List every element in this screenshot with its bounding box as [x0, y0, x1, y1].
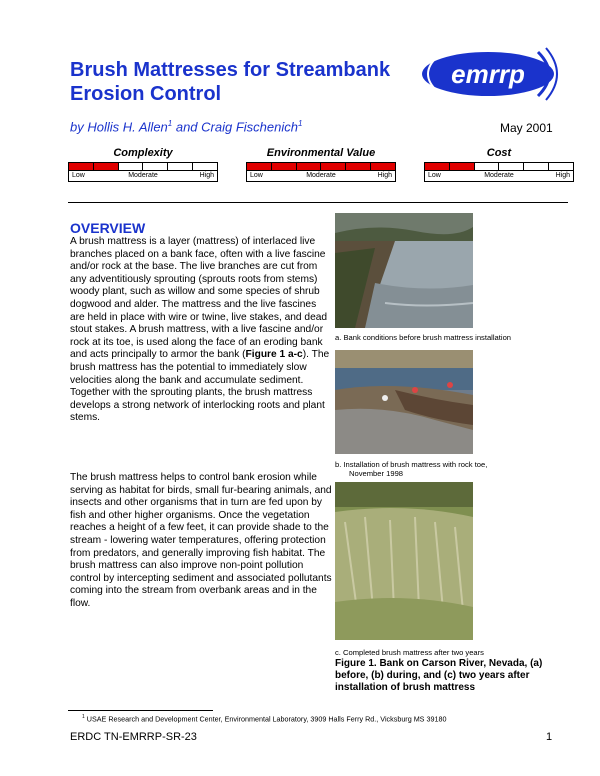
figure-reference: Figure 1 a-c [245, 349, 303, 361]
rating-scale [424, 171, 574, 182]
rating-bar [424, 162, 574, 171]
rating-bar [246, 162, 396, 171]
rating-segment [143, 163, 168, 170]
footnote [82, 714, 446, 723]
rating-segment [524, 163, 549, 170]
title-line-1: Brush Mattresses for Streambank [70, 59, 391, 81]
rating-segment [94, 163, 119, 170]
rating-complexity [68, 147, 218, 182]
rating-title: Complexity [113, 147, 173, 159]
photo-installation [335, 350, 473, 454]
rating-segment [371, 163, 395, 170]
publication-date: May 2001 [500, 121, 553, 135]
overview-paragraph-1 [70, 236, 332, 425]
rating-high: High [377, 172, 392, 179]
authors [70, 119, 302, 134]
logo-text: emrrp [451, 59, 525, 89]
overview-heading: OVERVIEW [70, 220, 146, 236]
rating-scale [246, 171, 396, 182]
rating-high: High [555, 172, 570, 179]
rating-mid: Moderate [484, 172, 514, 179]
caption-a: a. Bank conditions before brush mattress installation [335, 333, 512, 342]
footnote-sup: 1 [82, 714, 85, 720]
author-1: by Hollis H. Allen [70, 119, 168, 135]
rating-environmental-value [246, 147, 396, 182]
rating-mid: Moderate [128, 172, 158, 179]
rating-low: Low [428, 172, 441, 179]
rating-segment [346, 163, 371, 170]
footnote-text: USAE Research and Development Center, Environmental Laboratory, 3909 Halls Ferry Rd., Vicksburg MS 39180 [84, 714, 447, 724]
rating-segment [119, 163, 144, 170]
author-2: and Craig Fischenich [172, 119, 298, 135]
rating-bar [68, 162, 218, 171]
rating-title: Cost [486, 147, 512, 159]
rating-segment [247, 163, 272, 170]
rating-mid: Moderate [306, 172, 336, 179]
rating-cost [424, 147, 574, 182]
rating-title: Environmental Value [266, 147, 376, 159]
rating-segment [69, 163, 94, 170]
overview-paragraph-2: The brush mattress helps to control bank erosion while serving as habitat for birds, small fur-bearing animals, and insects and other organisms that in turn are fed upon by fish and other higher organisms. Once the vegetation reaches a height of a few feet, it can provide shade to the stream - lowering water temperatures, offering protection from predators, and generally improving fish habitat. The brush mattress can also improve non-point pollution control by intercepting sediment and associated pollutants coming into the stream from overbank areas and in the flow. [70, 472, 332, 609]
page-number: 1 [546, 731, 553, 743]
header-divider [68, 202, 568, 203]
footnote-divider [68, 710, 213, 711]
photo-bank-before [335, 213, 473, 328]
rating-segment [168, 163, 193, 170]
rating-high: High [199, 172, 214, 179]
rating-segment [425, 163, 450, 170]
page-title [70, 58, 430, 106]
para1-text-a: A brush mattress is a layer (mattress) of interlaced live branches placed on a bank face, often with a live fascine and/or rock at the base. The live branches are cut from any adventitiously sprouting (sprouts roots from stems) woody plant, such as willow and some species of shrub dogwood and alder. The mattress and the live fascines are held in place with wire or twine, live stakes, and dead stout stakes. A brush mattress, with a live fascine and/or rock at its toe, is used along the face of an eroding bank and acts principally to armor the bank ( [70, 236, 328, 361]
title-line-2: Erosion Control [70, 83, 222, 105]
rating-segment [297, 163, 322, 170]
caption-c: c. Completed brush mattress after two years [335, 648, 484, 657]
rating-segment [499, 163, 524, 170]
rating-low: Low [72, 172, 85, 179]
caption-b-line-2: November 1998 [349, 469, 404, 478]
rating-segment [549, 163, 573, 170]
rating-low: Low [250, 172, 263, 179]
rating-segment [321, 163, 346, 170]
figure-1-caption: Figure 1. Bank on Carson River, Nevada, (a) before, (b) during, and (c) two years after installation of brush mattress [335, 658, 543, 693]
rating-scale [68, 171, 218, 182]
rating-segment [475, 163, 500, 170]
photo-completed-mattress [335, 482, 473, 640]
emrrp-logo [418, 44, 560, 104]
document-number: ERDC TN-EMRRP-SR-23 [70, 731, 197, 743]
rating-segment [193, 163, 217, 170]
author-2-sup: 1 [297, 119, 303, 128]
para1-text-b: ). The brush mattress has the potential to immediately slow velocities along the bank and accumulate sediment. Together with the sprouting plants, the brush mattress develops a strong network of interlocking roots and plant stems. [70, 349, 330, 424]
caption-b [335, 460, 555, 478]
rating-segment [450, 163, 475, 170]
rating-segment [272, 163, 297, 170]
author-1-sup: 1 [167, 119, 173, 128]
caption-b-line-1: b. Installation of brush mattress with rock toe, [335, 460, 488, 469]
